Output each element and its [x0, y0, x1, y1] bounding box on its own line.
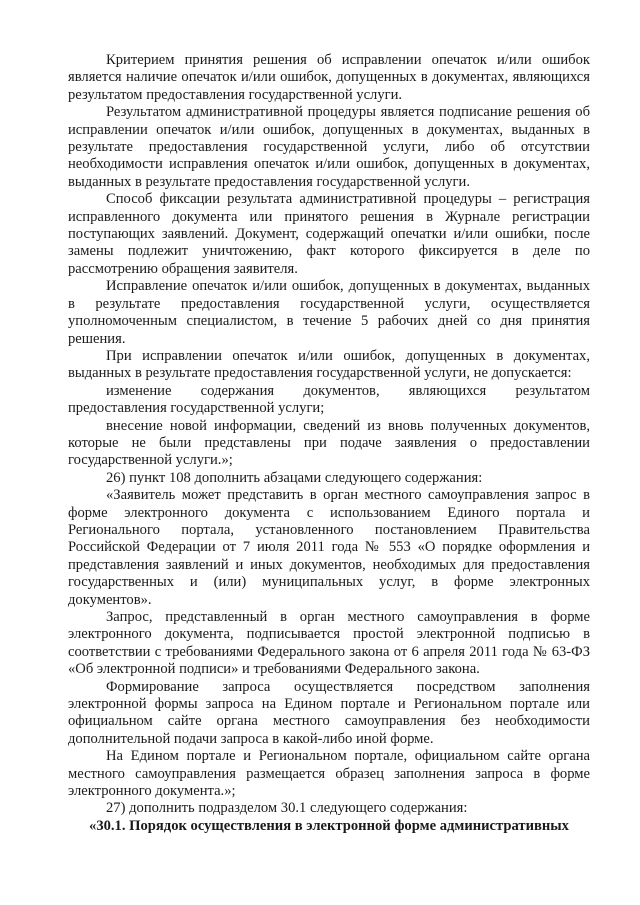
document-page — [68, 52, 590, 835]
paragraph-not-allowed: При исправлении опечаток и/или ошибок, допущенных в документах, выданных в результате предоставления государственной услуги, не допускается: — [68, 347, 590, 382]
paragraph-applicant-request: «Заявитель может представить в орган местного самоуправления запрос в форме электронного документа с использованием Единого портала и Регионального портала, установленного постановлением Правительства Российской Федерации от 7 июля 2011 года № 553 «О порядке оформления и представления заявлений и иных документов, необходимых для предоставления государственных и (или) муниципальных услуг, в форме электронных документов». — [68, 487, 590, 608]
paragraph-criterion: Критерием принятия решения об исправлении опечаток и/или ошибок является наличие опечаток и/или ошибок, допущенных в документах, являющихся результатом предоставления государственной услуги. — [68, 52, 590, 103]
paragraph-new-info: внесение новой информации, сведений из вновь полученных документов, которые не были представлены при подаче заявления о предоставлении государственной услуги.»; — [68, 417, 590, 469]
paragraph-fixation: Способ фиксации результата административной процедуры – регистрация исправленного документа или принятого решения в Журнале регистрации поступающих заявлений. Документ, содержащий опечатки и/или ошибки, после замены подлежит уничтожению, факт которого фиксируется в деле по рассмотрению обращения заявителя. — [68, 191, 590, 277]
paragraph-item-26: 26) пункт 108 дополнить абзацами следующего содержания: — [106, 469, 483, 486]
paragraph-request-signature: Запрос, представленный в орган местного самоуправления в форме электронного документа, подписывается простой электронной подписью в соответствии с требованиями Федерального закона от 6 апреля 2011 года № 63-ФЗ «Об электронной подписи» и требованиями Федерального закона. — [68, 609, 590, 678]
paragraph-request-forming: Формирование запроса осуществляется посредством заполнения электронной формы запроса на Едином портале и Региональном портале или официальном сайте органа местного самоуправления без необходимости дополнительной подачи запроса в какой-либо иной форме. — [68, 678, 590, 747]
paragraph-result: Результатом административной процедуры является подписание решения об исправлении опечаток и/или ошибок, допущенных в документах, выданных в результате предоставления государственной услуги, либо об отсутствии необходимости исправления опечаток и/или ошибок, допущенных в документах, выданных в результате предоставления государственной услуги. — [68, 104, 590, 190]
paragraph-change-content: изменение содержания документов, являющихся результатом предоставления государственной услуги; — [68, 382, 590, 417]
paragraph-correction-term: Исправление опечаток и/или ошибок, допущенных в документах, выданных в результате предоставления государственной услуги, осуществляется уполномоченным специалистом, в течение 5 рабочих дней со дня принятия решения. — [68, 278, 590, 347]
section-heading-30-1: «30.1. Порядок осуществления в электронной форме административных — [89, 817, 569, 834]
paragraph-sample-placement: На Едином портале и Региональном портале, официальном сайте органа местного самоуправления размещается образец заполнения запроса в форме электронного документа.»; — [68, 748, 590, 800]
paragraph-item-27: 27) дополнить подразделом 30.1 следующего содержания: — [106, 800, 468, 817]
